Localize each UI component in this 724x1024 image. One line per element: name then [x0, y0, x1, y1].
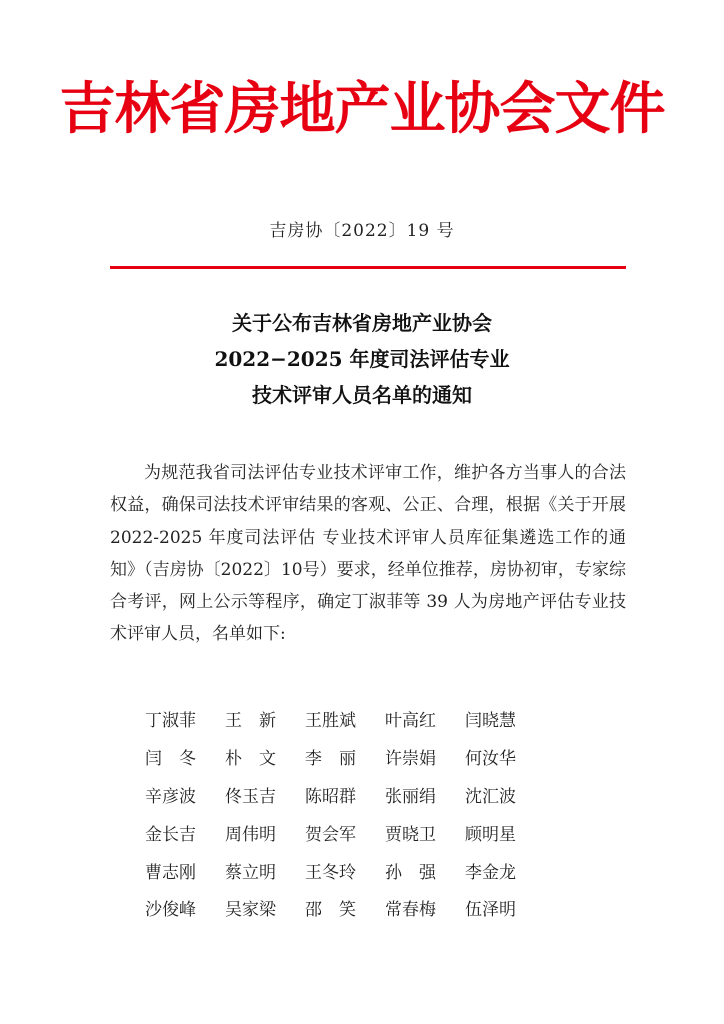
name-entry: 沈汇波	[465, 786, 516, 807]
name-row	[145, 813, 625, 851]
name-entry: 何汝华	[465, 749, 516, 770]
red-divider-line	[110, 266, 626, 269]
name-row	[145, 738, 625, 776]
name-entry: 沙俊峰	[145, 900, 196, 921]
name-entry: 朴 文	[225, 749, 276, 770]
notice-title-line-3: 技术评审人员名单的通知	[252, 383, 472, 407]
name-list	[145, 700, 625, 927]
name-row	[145, 776, 625, 814]
name-row	[145, 889, 625, 927]
name-entry: 常春梅	[385, 900, 436, 921]
name-entry: 邵 笑	[305, 900, 356, 921]
name-entry: 叶高红	[385, 711, 436, 732]
name-entry: 闫 冬	[145, 749, 196, 770]
name-entry: 王 新	[225, 711, 276, 732]
name-entry: 孙 强	[385, 862, 436, 883]
notice-title-line-2: 2022−2025 年度司法评估专业	[214, 347, 510, 371]
name-entry: 张丽绢	[385, 786, 436, 807]
name-row	[145, 851, 625, 889]
name-entry: 伍泽明	[465, 900, 516, 921]
name-entry: 佟玉吉	[225, 786, 276, 807]
document-number: 吉房协〔2022〕19 号	[269, 221, 455, 241]
body-paragraph: 为规范我省司法评估专业技术评审工作，维护各方当事人的合法权益，确保司法技术评审结果的客观、公正、合理，根据《关于开展 2022-2025 年度司法评估 专业技术评审人员库征集遴选工作的通知》（吉房协〔2022〕10号）要求，经单位推荐，房协初审，专家综合考评，网上公示等程序，确定丁淑菲等 39 人为房地产评估专业技术评审人员，名单如下:	[110, 463, 626, 645]
name-entry: 王冬玲	[305, 862, 356, 883]
name-entry: 顾明星	[465, 824, 516, 845]
name-entry: 李金龙	[465, 862, 516, 883]
name-entry: 曹志刚	[145, 862, 196, 883]
notice-title	[0, 305, 724, 413]
name-entry: 贾晓卫	[385, 824, 436, 845]
name-entry: 王胜斌	[305, 711, 356, 732]
name-entry: 吴家梁	[225, 900, 276, 921]
masthead-title: 吉林省房地产业协会文件	[59, 77, 665, 142]
name-entry: 李 丽	[305, 749, 356, 770]
name-entry: 许崇娟	[385, 749, 436, 770]
name-entry: 蔡立明	[225, 862, 276, 883]
name-entry: 丁淑菲	[145, 711, 196, 732]
name-entry: 贺会军	[305, 824, 356, 845]
name-entry: 闫晓慧	[465, 711, 516, 732]
name-entry: 辛彦波	[145, 786, 196, 807]
notice-title-line-1: 关于公布吉林省房地产业协会	[232, 311, 492, 335]
name-entry: 金长吉	[145, 824, 196, 845]
notice-body	[110, 457, 626, 651]
name-row	[145, 700, 625, 738]
name-entry: 陈昭群	[305, 786, 356, 807]
name-entry: 周伟明	[225, 824, 276, 845]
